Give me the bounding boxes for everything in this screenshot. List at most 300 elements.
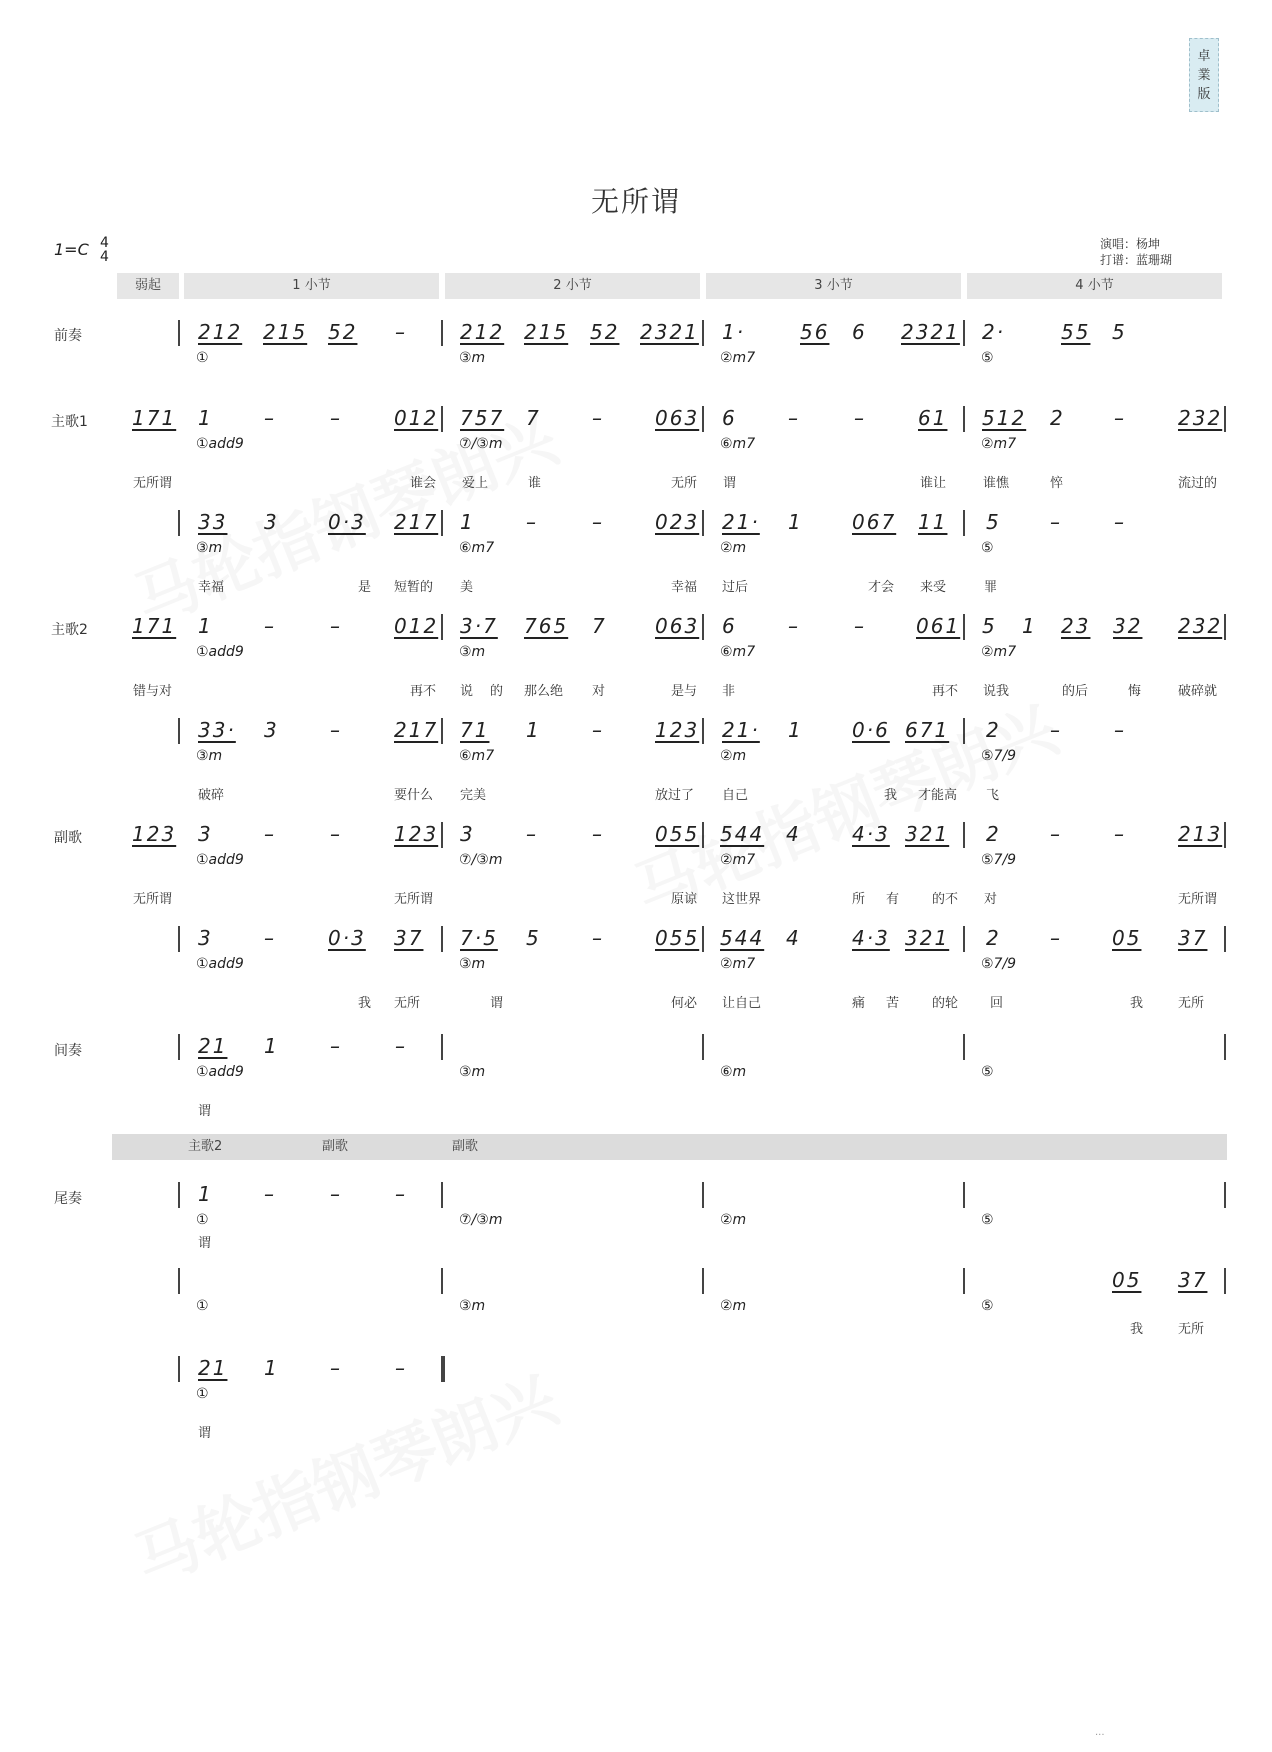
- bar-measure-3: 3 小节: [706, 273, 961, 299]
- note: –: [395, 1356, 407, 1380]
- note: 21: [198, 1034, 228, 1058]
- note: 5: [1112, 320, 1127, 344]
- barline: [702, 1268, 704, 1294]
- barline: [702, 406, 704, 432]
- note: 33·: [198, 718, 236, 742]
- lyric: 谁让: [920, 476, 947, 491]
- chord: ⑥m7: [720, 436, 756, 452]
- note: 6: [722, 614, 737, 638]
- note: –: [1050, 822, 1062, 846]
- note: 3: [460, 822, 475, 846]
- note: –: [526, 510, 538, 534]
- note: 1: [526, 718, 541, 742]
- barline: [963, 320, 965, 346]
- lyric: 幸福: [198, 580, 225, 595]
- lyric: 那么绝: [524, 684, 564, 699]
- chord: ⑤: [981, 1064, 994, 1080]
- barline: [963, 718, 965, 744]
- lyric: 爱上: [462, 476, 489, 491]
- lyric: 无所: [671, 476, 698, 491]
- barline: [1224, 1268, 1226, 1294]
- barline: [1224, 926, 1226, 952]
- lyric: 无所谓: [394, 892, 434, 907]
- note: –: [264, 406, 276, 430]
- barline: [963, 1268, 965, 1294]
- note: 123: [132, 822, 177, 846]
- barline: [441, 1034, 443, 1060]
- lyric: 无所: [394, 996, 421, 1011]
- bar-measure-2: 2 小节: [445, 273, 700, 299]
- note: 1: [198, 1182, 213, 1206]
- note: 0·3: [328, 926, 366, 950]
- note: –: [330, 406, 342, 430]
- barline: [441, 614, 443, 640]
- lyric: 的轮: [932, 996, 959, 1011]
- note: –: [395, 1182, 407, 1206]
- lyric: 我: [1130, 1322, 1144, 1337]
- label-chorus: 副歌: [54, 830, 82, 846]
- note: 232: [1178, 406, 1223, 430]
- note: 3: [264, 718, 279, 742]
- arranger-credit: 打谱：蓝珊瑚: [1100, 253, 1173, 267]
- note: 1: [198, 614, 213, 638]
- note: 212: [460, 320, 505, 344]
- note: 56: [800, 320, 830, 344]
- chord: ⑦/③m: [459, 1212, 503, 1228]
- note: –: [395, 320, 407, 344]
- chord: ⑤7/9: [981, 852, 1017, 868]
- barline: [178, 1268, 180, 1294]
- lyric: 原谅: [671, 892, 698, 907]
- lyric: 要什么: [394, 788, 434, 803]
- note: 23: [1061, 614, 1091, 638]
- note: –: [395, 1034, 407, 1058]
- lyric: 悔: [1128, 684, 1142, 699]
- route-item: 主歌2: [188, 1139, 223, 1154]
- note: –: [1114, 718, 1126, 742]
- note: 37: [1178, 1268, 1208, 1292]
- note: 7: [592, 614, 607, 638]
- chord: ③m: [459, 1064, 486, 1080]
- note: 37: [1178, 926, 1208, 950]
- chord: ⑥m: [720, 1064, 747, 1080]
- note: 11: [918, 510, 948, 534]
- chord: ②m7: [720, 350, 756, 366]
- song-title: 无所谓: [590, 185, 681, 218]
- note: 3: [198, 822, 213, 846]
- lyric: 谓: [198, 1236, 212, 1251]
- note: 1: [264, 1356, 279, 1380]
- barline: [1224, 1182, 1226, 1208]
- barline: [441, 510, 443, 536]
- chord: ①add9: [196, 644, 244, 660]
- note: 212: [198, 320, 243, 344]
- bar-measure-4: 4 小节: [967, 273, 1222, 299]
- note: 0·6: [852, 718, 890, 742]
- chord: ②m7: [720, 956, 756, 972]
- lyric: 让自己: [722, 996, 762, 1011]
- lyric: 我: [884, 788, 898, 803]
- lyric: 才会: [868, 580, 895, 595]
- note: 1: [1022, 614, 1037, 638]
- note: 4: [786, 926, 801, 950]
- note: 012: [394, 614, 439, 638]
- note: 2321: [640, 320, 699, 344]
- note: 7: [526, 406, 541, 430]
- chord: ⑤7/9: [981, 956, 1017, 972]
- note: 063: [655, 614, 700, 638]
- note: –: [592, 926, 604, 950]
- note: 213: [1178, 822, 1223, 846]
- note: –: [330, 1034, 342, 1058]
- lyric: 谓: [490, 996, 504, 1011]
- chord: ③m: [459, 644, 486, 660]
- note: 5: [982, 614, 997, 638]
- note: 05: [1112, 926, 1142, 950]
- lyric: 破碎: [198, 788, 225, 803]
- chord: ②m7: [720, 852, 756, 868]
- lyric: 幸福: [671, 580, 698, 595]
- barline: [441, 926, 443, 952]
- note: 055: [655, 926, 700, 950]
- barline: [441, 1182, 443, 1208]
- note: 0·3: [328, 510, 366, 534]
- note: –: [1050, 718, 1062, 742]
- note: 2: [1050, 406, 1065, 430]
- note: –: [330, 822, 342, 846]
- lyric: 说: [460, 684, 474, 699]
- chord: ⑤: [981, 350, 994, 366]
- note: 52: [590, 320, 620, 344]
- note: –: [592, 406, 604, 430]
- chord: ①: [196, 1212, 209, 1228]
- route-item: 副歌: [322, 1139, 349, 1154]
- chord: ⑤7/9: [981, 748, 1017, 764]
- lyric: 所: [852, 892, 866, 907]
- barline: [702, 1182, 704, 1208]
- watermark: [119, 1349, 569, 1602]
- lyric: 的不: [932, 892, 959, 907]
- note: 321: [905, 822, 950, 846]
- barline: [1224, 614, 1226, 640]
- lyric: 再不: [932, 684, 959, 699]
- barline: [963, 822, 965, 848]
- lyric: 说我: [983, 684, 1010, 699]
- route-bar: [112, 1134, 1227, 1160]
- lyric: 谓: [198, 1104, 212, 1119]
- note: 067: [852, 510, 897, 534]
- note: 21·: [722, 510, 760, 534]
- lyric: 流过的: [1178, 476, 1218, 491]
- note: 2: [986, 926, 1001, 950]
- barline: [1224, 822, 1226, 848]
- note: –: [264, 822, 276, 846]
- chord: ①add9: [196, 436, 244, 452]
- note: –: [264, 926, 276, 950]
- key-signature: 1=C: [54, 240, 89, 259]
- chord: ①add9: [196, 956, 244, 972]
- lyric: 完美: [460, 788, 487, 803]
- note: 232: [1178, 614, 1223, 638]
- lyric: 何必: [671, 996, 698, 1011]
- lyric: 非: [722, 684, 736, 699]
- note: 1: [788, 718, 803, 742]
- barline: [178, 1356, 180, 1382]
- lyric: 来受: [920, 580, 947, 595]
- note: 321: [905, 926, 950, 950]
- barline: [178, 1034, 180, 1060]
- note: 061: [916, 614, 961, 638]
- chord: ①: [196, 1386, 209, 1402]
- lyric: 回: [990, 996, 1004, 1011]
- note: 1·: [722, 320, 746, 344]
- note: 52: [328, 320, 358, 344]
- note: 55: [1061, 320, 1091, 344]
- note: –: [592, 822, 604, 846]
- note: 671: [905, 718, 950, 742]
- lyric: 谓: [198, 1426, 212, 1441]
- barline: [963, 510, 965, 536]
- label-outro: 尾奏: [54, 1191, 82, 1207]
- note: –: [1114, 406, 1126, 430]
- note: 544: [720, 822, 765, 846]
- barline: [963, 614, 965, 640]
- lyric: 再不: [410, 684, 437, 699]
- note: –: [330, 1356, 342, 1380]
- label-interlude: 间奏: [54, 1043, 82, 1059]
- chord: ⑤: [981, 1298, 994, 1314]
- note: 023: [655, 510, 700, 534]
- chord: ③m: [459, 350, 486, 366]
- lyric: 无所谓: [133, 476, 173, 491]
- note: 123: [655, 718, 700, 742]
- note: 171: [132, 614, 177, 638]
- barline: [702, 614, 704, 640]
- note: 05: [1112, 1268, 1142, 1292]
- lyric: 才能高: [918, 788, 958, 803]
- note: –: [1050, 510, 1062, 534]
- note: –: [854, 614, 866, 638]
- chord: ⑦/③m: [459, 436, 503, 452]
- note: 1: [264, 1034, 279, 1058]
- lyric: 破碎就: [1178, 684, 1218, 699]
- note: –: [788, 614, 800, 638]
- barline: [441, 320, 443, 346]
- final-barline: [441, 1356, 445, 1382]
- note: 3: [264, 510, 279, 534]
- note: 21: [198, 1356, 228, 1380]
- barline: [963, 1182, 965, 1208]
- meter-bottom: 4: [100, 249, 109, 265]
- lyric: 苦: [886, 996, 900, 1011]
- note: 217: [394, 718, 439, 742]
- note: 512: [982, 406, 1027, 430]
- bar-pickup: 弱起: [117, 273, 179, 299]
- lyric: 我: [358, 996, 372, 1011]
- note: 171: [132, 406, 177, 430]
- note: 217: [394, 510, 439, 534]
- chord: ①: [196, 1298, 209, 1314]
- lyric: 短暂的: [394, 580, 434, 595]
- chord: ⑥m7: [459, 748, 495, 764]
- chord: ②m7: [981, 436, 1017, 452]
- lyric: 美: [460, 580, 474, 595]
- note: 215: [524, 320, 569, 344]
- note: 6: [722, 406, 737, 430]
- note: –: [330, 1182, 342, 1206]
- time-signature: [100, 236, 109, 264]
- barline: [702, 718, 704, 744]
- footer-text: ···: [1095, 1730, 1105, 1741]
- lyric: 痛: [852, 996, 866, 1011]
- barline: [441, 718, 443, 744]
- note: 71: [460, 718, 490, 742]
- lyric: 错与对: [133, 684, 173, 699]
- lyric: 无所: [1178, 1322, 1205, 1337]
- lyric: 谁会: [410, 476, 437, 491]
- barline: [441, 822, 443, 848]
- bar-measure-1: 1 小节: [184, 273, 439, 299]
- barline: [702, 822, 704, 848]
- lyric: 自己: [722, 788, 749, 803]
- barline: [178, 320, 180, 346]
- barline: [702, 510, 704, 536]
- chord: ⑤: [981, 1212, 994, 1228]
- barline: [178, 510, 180, 536]
- label-intro: 前奏: [54, 328, 82, 344]
- barline: [178, 1182, 180, 1208]
- note: –: [330, 614, 342, 638]
- barline: [963, 1034, 965, 1060]
- chord: ②m: [720, 1298, 747, 1314]
- barline: [963, 926, 965, 952]
- note: 2: [986, 718, 1001, 742]
- lyric: 这世界: [722, 892, 762, 907]
- lyric: 对: [984, 892, 998, 907]
- barline: [178, 926, 180, 952]
- chord: ②m: [720, 540, 747, 556]
- note: –: [330, 718, 342, 742]
- note: –: [592, 510, 604, 534]
- note: 2·: [982, 320, 1006, 344]
- note: 2: [986, 822, 1001, 846]
- lyric: 谁憔: [983, 476, 1010, 491]
- note: 4·3: [852, 822, 890, 846]
- chord: ③m: [196, 748, 223, 764]
- lyric: 是与: [671, 684, 698, 699]
- note: 7·5: [460, 926, 498, 950]
- note: –: [1114, 510, 1126, 534]
- chord: ⑤: [981, 540, 994, 556]
- note: 4·3: [852, 926, 890, 950]
- note: –: [264, 614, 276, 638]
- barline: [441, 1268, 443, 1294]
- chord: ③m: [196, 540, 223, 556]
- note: –: [526, 822, 538, 846]
- barline: [963, 406, 965, 432]
- chord: ①: [196, 350, 209, 366]
- note: 055: [655, 822, 700, 846]
- note: –: [264, 1182, 276, 1206]
- note: 3: [198, 926, 213, 950]
- note: 544: [720, 926, 765, 950]
- barline: [702, 926, 704, 952]
- note: 765: [524, 614, 569, 638]
- lyric: 罪: [984, 580, 998, 595]
- note: 4: [786, 822, 801, 846]
- note: 6: [852, 320, 867, 344]
- note: –: [854, 406, 866, 430]
- chord: ③m: [459, 956, 486, 972]
- note: 012: [394, 406, 439, 430]
- note: 1: [460, 510, 475, 534]
- lyric: 有: [886, 892, 900, 907]
- chord: ⑥m7: [459, 540, 495, 556]
- note: 5: [986, 510, 1001, 534]
- note: 757: [460, 406, 505, 430]
- lyric: 无所谓: [133, 892, 173, 907]
- lyric: 无所: [1178, 996, 1205, 1011]
- lyric: 谁: [528, 476, 542, 491]
- note: 61: [918, 406, 948, 430]
- note: 123: [394, 822, 439, 846]
- lyric: 悴: [1050, 476, 1064, 491]
- chord: ①add9: [196, 1064, 244, 1080]
- lyric: 我: [1130, 996, 1144, 1011]
- barline: [178, 718, 180, 744]
- note: –: [788, 406, 800, 430]
- meter-top: 4: [100, 235, 109, 251]
- note: 33: [198, 510, 228, 534]
- barline: [1224, 1034, 1226, 1060]
- note: 1: [198, 406, 213, 430]
- barline: [1224, 406, 1226, 432]
- chord: ②m7: [981, 644, 1017, 660]
- lyric: 无所谓: [1178, 892, 1218, 907]
- note: 215: [263, 320, 308, 344]
- note: 21·: [722, 718, 760, 742]
- lyric: 飞: [986, 788, 1000, 803]
- chord: ②m: [720, 748, 747, 764]
- note: –: [1114, 822, 1126, 846]
- barline: [702, 320, 704, 346]
- lyric: 是: [358, 580, 372, 595]
- lyric: 对: [592, 684, 606, 699]
- chord: ②m: [720, 1212, 747, 1228]
- chord: ③m: [459, 1298, 486, 1314]
- note: –: [592, 718, 604, 742]
- edition-tag: 卓 業 版: [1189, 38, 1219, 112]
- chord: ①add9: [196, 852, 244, 868]
- barline: [702, 1034, 704, 1060]
- note: 2321: [901, 320, 960, 344]
- singer-credit: 演唱：杨坤: [1100, 237, 1161, 251]
- label-verse2: 主歌2: [51, 622, 88, 638]
- lyric: 的后: [1062, 684, 1089, 699]
- note: 063: [655, 406, 700, 430]
- note: 3·7: [460, 614, 498, 638]
- lyric: 过后: [722, 580, 749, 595]
- lyric: 放过了: [655, 788, 695, 803]
- note: –: [1050, 926, 1062, 950]
- note: 37: [394, 926, 424, 950]
- note: 5: [526, 926, 541, 950]
- lyric: 的: [490, 684, 504, 699]
- label-verse1: 主歌1: [51, 414, 88, 430]
- lyric: 谓: [723, 476, 737, 491]
- route-item: 副歌: [452, 1139, 479, 1154]
- chord: ⑥m7: [720, 644, 756, 660]
